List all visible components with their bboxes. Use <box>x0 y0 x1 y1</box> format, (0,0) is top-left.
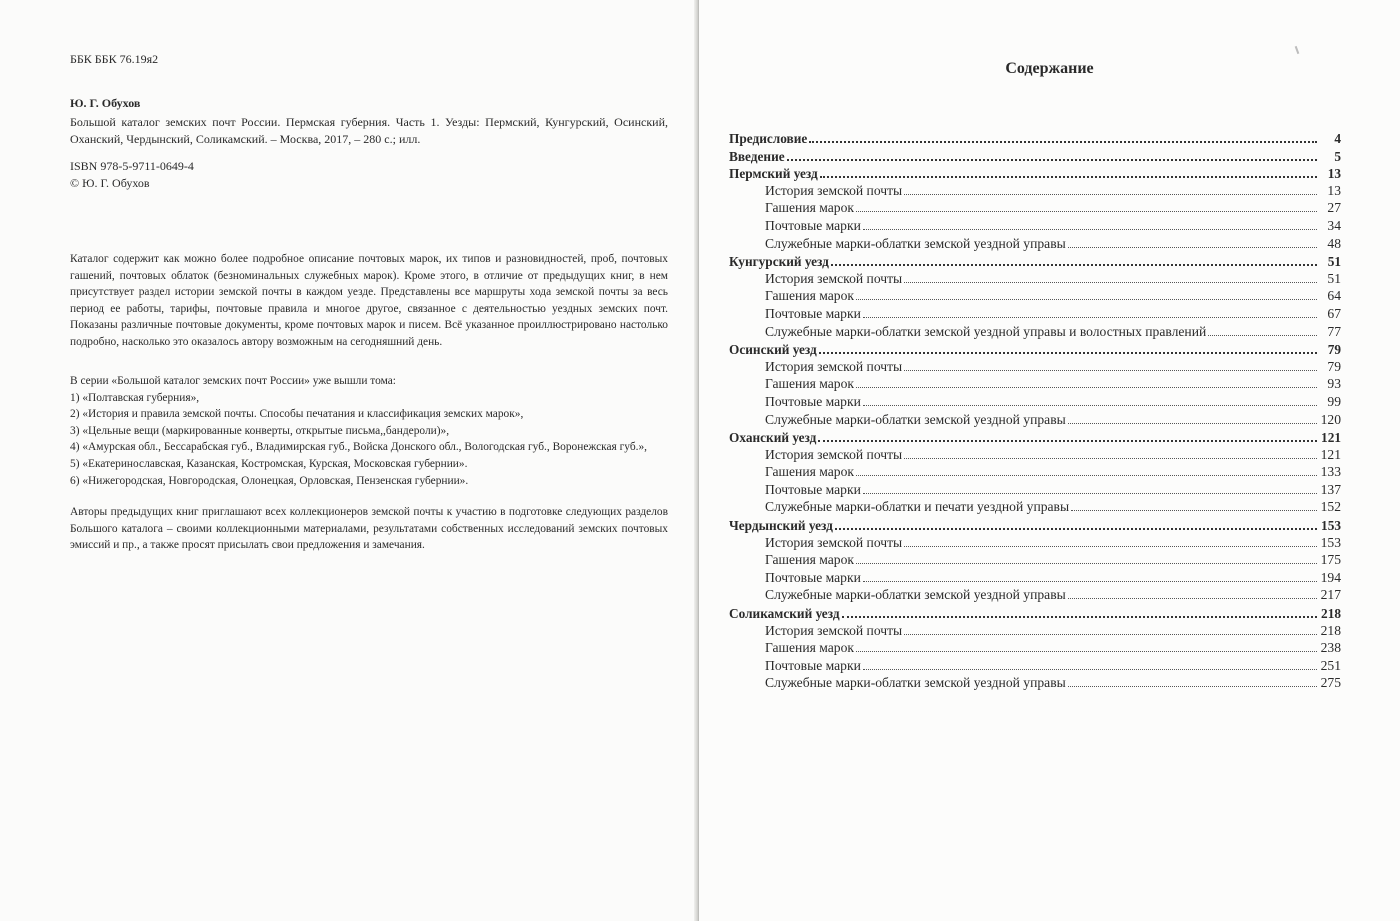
toc-entry-title: Почтовые марки <box>765 481 861 497</box>
toc-page-number: 93 <box>1327 376 1341 392</box>
toc-entry-title: История земской почты <box>765 622 903 638</box>
toc-entry-title: История земской почты <box>765 182 903 198</box>
toc-page-number: 153 <box>1321 518 1341 534</box>
toc-subsection-row <box>729 393 1341 411</box>
toc-leader-dots <box>863 657 1317 670</box>
toc-leader-dots <box>842 604 1317 618</box>
toc-entry-title: Служебные марки-облатки земской уездной управы и волостных правлений <box>765 323 1207 339</box>
toc-entry-title: Почтовые марки <box>765 569 861 585</box>
toc-entry-title: Соликамский уезд <box>729 606 840 622</box>
toc-leader-dots <box>1068 411 1317 424</box>
toc-page-number: 13 <box>1327 182 1341 198</box>
toc-leader-dots <box>856 639 1317 652</box>
toc-subsection-row <box>729 481 1341 499</box>
toc-subsection-row <box>729 463 1341 481</box>
toc-entry-title: Гашения марок <box>765 552 854 568</box>
toc-subsection-row <box>729 305 1341 323</box>
toc-entry-title: Почтовые марки <box>765 305 861 321</box>
series-item: 1) «Полтавская губерния», <box>70 391 200 404</box>
series-item: 2) «История и правила земской почты. Способы печатания и классификация земских марок», <box>70 408 524 421</box>
toc-subsection-row <box>729 551 1341 569</box>
toc-subsection-row <box>729 498 1341 516</box>
toc-page-number: 218 <box>1320 622 1341 638</box>
toc-page-number: 251 <box>1320 657 1341 673</box>
toc-leader-dots <box>863 305 1317 318</box>
toc-page-number: 64 <box>1327 288 1341 304</box>
toc-entry-title: Предисловие <box>729 131 808 146</box>
toc-entry-title: Оханский уезд <box>729 430 817 446</box>
toc-leader-dots <box>1068 586 1317 599</box>
toc-subsection-row <box>729 411 1341 429</box>
toc-page-number: 99 <box>1327 393 1341 409</box>
toc-leader-dots <box>809 129 1317 143</box>
toc-subsection-row <box>729 657 1341 675</box>
toc-page-number: 67 <box>1327 305 1341 321</box>
isbn: ISBN 978-5-9711-0649-4 <box>70 159 194 173</box>
toc-leader-dots <box>904 358 1317 371</box>
toc-leader-dots <box>831 252 1317 266</box>
bbk-code: ББК ББК 76.19я2 <box>70 52 159 66</box>
toc-entry-title: История земской почты <box>765 358 903 374</box>
toc-page-number: 137 <box>1320 481 1341 497</box>
toc-entry-title: Почтовые марки <box>765 217 861 233</box>
toc-entry-title: Служебные марки-облатки земской уездной управы <box>765 235 1066 251</box>
toc-page-number: 218 <box>1321 606 1341 622</box>
toc-section-row <box>729 516 1341 534</box>
left-page <box>0 0 697 921</box>
toc-page-number: 51 <box>1327 254 1341 270</box>
toc-page-number: 194 <box>1320 569 1341 585</box>
right-page <box>699 0 1400 921</box>
toc-title: Содержание <box>1005 60 1094 77</box>
toc-section-row <box>729 252 1341 270</box>
toc-leader-dots <box>1068 674 1317 687</box>
toc-subsection-row <box>729 287 1341 305</box>
toc-section-row <box>729 129 1341 147</box>
toc-section-row <box>729 164 1341 182</box>
toc-subsection-row <box>729 446 1341 464</box>
bibliographic-description: Большой каталог земских почт России. Пермская губерния. Часть 1. Уезды: Пермский, Кунгурский, Осинский, Оханский, Чердынский, Соликамский. – Москва, 2017, – 280 с.; илл. <box>70 115 668 146</box>
toc-subsection-row <box>729 358 1341 376</box>
toc-page-number: 152 <box>1320 499 1341 515</box>
series-item: 3) «Цельные вещи (маркированные конверты, открытые письма,,бандероли)», <box>70 424 450 437</box>
paper-mark <box>1295 46 1300 54</box>
series-item: 5) «Екатеринославская, Казанская, Костромская, Курская, Московская губернии». <box>70 457 468 470</box>
toc-leader-dots <box>863 569 1317 582</box>
toc-entry-title: Чердынский уезд <box>729 518 833 534</box>
toc-page-number: 121 <box>1321 430 1341 446</box>
toc-leader-dots <box>835 516 1317 530</box>
toc-page-number: 175 <box>1320 552 1341 568</box>
annotation-paragraph: Каталог содержит как можно более подробное описание почтовых марок, их типов и разновидностей, проб, почтовых гашений, почтовых облаток (безноминальных служебных марок). Кроме этого, в отличие от предыдущих книг, в нем присутствует раздел истории земской почты в каждом уезде. Представлены все маршруты хода земской почты за весь период ее работы, тарифы, почтовые правила и многое другое, связанное с деятельностью уездных земских почт. Показаны различные почтовые документы, кроме почтовых марок и писем. Всё указанное проиллюстрировано настолько подробно, насколько это оказалось автору возможным на сегодняшний день. <box>70 253 668 348</box>
toc-entry-title: Гашения марок <box>765 464 854 480</box>
toc-page-number: 121 <box>1320 446 1341 462</box>
toc-page-number: 51 <box>1327 270 1341 286</box>
toc-leader-dots <box>787 147 1317 161</box>
invitation-paragraph: Авторы предыдущих книг приглашают всех коллекционеров земской почты к участию в подготовке следующих разделов Большого каталога – своими коллекционными материалами, результатами собственных исследований земских почтовых эмиссий и пр., а также просят присылать свои предложения и замечания. <box>70 506 668 552</box>
toc-entry-title: Введение <box>729 148 785 164</box>
toc-entry-title: История земской почты <box>765 534 903 550</box>
isbn-block <box>70 158 194 192</box>
toc-leader-dots <box>863 393 1317 406</box>
toc-entry-title: История земской почты <box>765 446 903 462</box>
toc-entry-title: Служебные марки-облатки и печати уездной управы <box>765 499 1070 515</box>
toc-leader-dots <box>856 375 1317 388</box>
toc-entry-title: Гашения марок <box>765 200 854 216</box>
toc-page-number: 34 <box>1327 217 1341 233</box>
toc-subsection-row <box>729 534 1341 552</box>
toc-subsection-row <box>729 235 1341 253</box>
copyright: © Ю. Г. Обухов <box>70 176 150 190</box>
toc-subsection-row <box>729 622 1341 640</box>
toc-page-number: 275 <box>1320 675 1341 691</box>
toc-entry-title: Осинский уезд <box>729 342 817 358</box>
toc-entry-title: Гашения марок <box>765 288 854 304</box>
series-list <box>70 373 668 489</box>
toc-entry-title: Пермский уезд <box>729 166 818 182</box>
toc-leader-dots <box>856 463 1317 476</box>
toc-entry-title: История земской почты <box>765 270 903 286</box>
toc-leader-dots <box>1068 235 1317 248</box>
toc-page-number: 217 <box>1320 587 1341 603</box>
toc-section-row <box>729 428 1341 446</box>
toc-entry-title: Гашения марок <box>765 640 854 656</box>
toc-leader-dots <box>856 199 1317 212</box>
toc-leader-dots <box>856 287 1317 300</box>
toc-section-row <box>729 604 1341 622</box>
toc-leader-dots <box>904 534 1317 547</box>
toc-section-row <box>729 147 1341 165</box>
toc-page-number: 5 <box>1334 148 1341 164</box>
toc-leader-dots <box>904 622 1317 635</box>
toc-page-number: 120 <box>1320 411 1341 427</box>
toc-page-number: 77 <box>1327 323 1341 339</box>
toc-subsection-row <box>729 182 1341 200</box>
toc-leader-dots <box>820 164 1317 178</box>
toc-page-number: 27 <box>1327 200 1341 216</box>
toc-subsection-row <box>729 569 1341 587</box>
toc-page-number: 133 <box>1320 464 1341 480</box>
table-of-contents <box>729 129 1341 692</box>
toc-section-row <box>729 340 1341 358</box>
toc-entry-title: Служебные марки-облатки земской уездной управы <box>765 411 1066 427</box>
toc-page-number: 79 <box>1327 358 1341 374</box>
toc-leader-dots <box>863 217 1317 230</box>
toc-subsection-row <box>729 323 1341 341</box>
author-name: Ю. Г. Обухов <box>70 96 141 110</box>
toc-entry-title: Гашения марок <box>765 376 854 392</box>
toc-subsection-row <box>729 270 1341 288</box>
toc-leader-dots <box>904 270 1317 283</box>
toc-leader-dots <box>818 428 1317 442</box>
toc-entry-title: Почтовые марки <box>765 657 861 673</box>
series-item: 4) «Амурская обл., Бессарабская губ., Владимирская губ., Войска Донского обл., Вологодская губ., Воронежская губ.», <box>70 441 648 454</box>
toc-page-number: 4 <box>1334 131 1341 146</box>
toc-leader-dots <box>856 551 1317 564</box>
toc-subsection-row <box>729 199 1341 217</box>
toc-page-number: 13 <box>1327 166 1341 182</box>
toc-entry-title: Служебные марки-облатки земской уездной управы <box>765 587 1066 603</box>
toc-subsection-row <box>729 674 1341 692</box>
toc-leader-dots <box>863 481 1317 494</box>
toc-page-number: 48 <box>1327 235 1341 251</box>
toc-page-number: 238 <box>1320 640 1341 656</box>
series-item: 6) «Нижегородская, Новгородская, Олонецкая, Орловская, Пензенская губернии». <box>70 474 469 487</box>
toc-entry-title: Кунгурский уезд <box>729 254 829 270</box>
toc-subsection-row <box>729 375 1341 393</box>
toc-entry-title: Почтовые марки <box>765 393 861 409</box>
series-intro: В серии «Большой каталог земских почт России» уже вышли тома: <box>70 375 396 387</box>
toc-leader-dots <box>1071 498 1317 511</box>
toc-subsection-row <box>729 639 1341 657</box>
toc-subsection-row <box>729 586 1341 604</box>
toc-entry-title: Служебные марки-облатки земской уездной управы <box>765 675 1066 691</box>
toc-leader-dots <box>1208 323 1317 336</box>
toc-leader-dots <box>904 182 1317 195</box>
toc-page-number: 79 <box>1327 342 1341 358</box>
toc-subsection-row <box>729 217 1341 235</box>
toc-leader-dots <box>904 446 1317 459</box>
toc-page-number: 153 <box>1320 534 1341 550</box>
toc-leader-dots <box>819 340 1317 354</box>
